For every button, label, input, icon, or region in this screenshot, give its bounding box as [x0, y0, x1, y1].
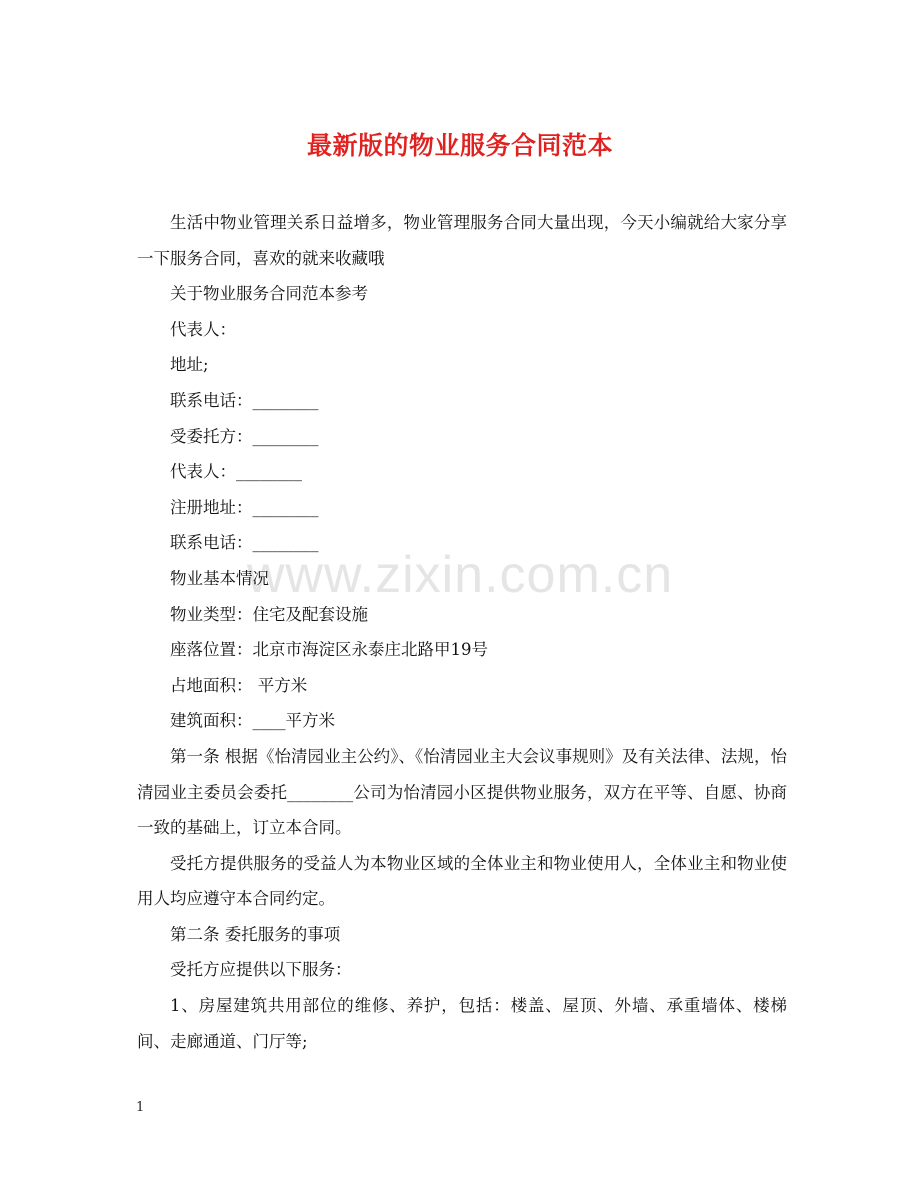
- paragraph: 受托方提供服务的受益人为本物业区域的全体业主和物业使用人，全体业主和物业使用人均应遵守本合同约定。: [137, 853, 787, 909]
- document-title: 最新版的物业服务合同范本: [306, 131, 613, 160]
- document-body: [137, 205, 787, 1059]
- paragraph: 第二条 委托服务的事项: [170, 924, 341, 944]
- watermark: www.zixin.com.cn: [246, 546, 674, 604]
- paragraph: 联系电话：________: [170, 390, 319, 410]
- paragraph: 受托方应提供以下服务：: [170, 960, 352, 980]
- paragraph: 受委托方：________: [170, 426, 319, 446]
- paragraph: 1、房屋建筑共用部位的维修、养护，包括：楼盖、屋顶、外墙、承重墙体、楼梯间、走廊通道、门厅等;: [137, 996, 787, 1051]
- paragraph: 关于物业服务合同范本参考: [170, 284, 368, 304]
- paragraph: 代表人：: [170, 319, 236, 339]
- paragraph: 物业基本情况: [170, 568, 269, 588]
- paragraph: 座落位置：北京市海淀区永泰庄北路甲19号: [170, 640, 488, 660]
- paragraph: 第一条 根据《怡清园业主公约》、《怡清园业主大会议事规则》及有关法律、法规，怡清园业主委员会委托________公司为怡清园小区提供物业服务，双方在平等、自愿、协商一致的基础上，订立本合同。: [137, 746, 787, 838]
- paragraph: 代表人：________: [170, 462, 302, 482]
- page-number: 1: [136, 1100, 145, 1115]
- paragraph: 联系电话：________: [170, 533, 319, 553]
- paragraph: 建筑面积：____平方米: [170, 711, 335, 731]
- paragraph: 物业类型：住宅及配套设施: [170, 604, 368, 624]
- paragraph: 地址;: [170, 355, 209, 375]
- paragraph: 注册地址：________: [170, 497, 319, 517]
- paragraph: 占地面积： 平方米: [170, 675, 308, 695]
- paragraph: 生活中物业管理关系日益增多，物业管理服务合同大量出现，今天小编就给大家分享一下服务合同，喜欢的就来收藏哦: [137, 213, 787, 268]
